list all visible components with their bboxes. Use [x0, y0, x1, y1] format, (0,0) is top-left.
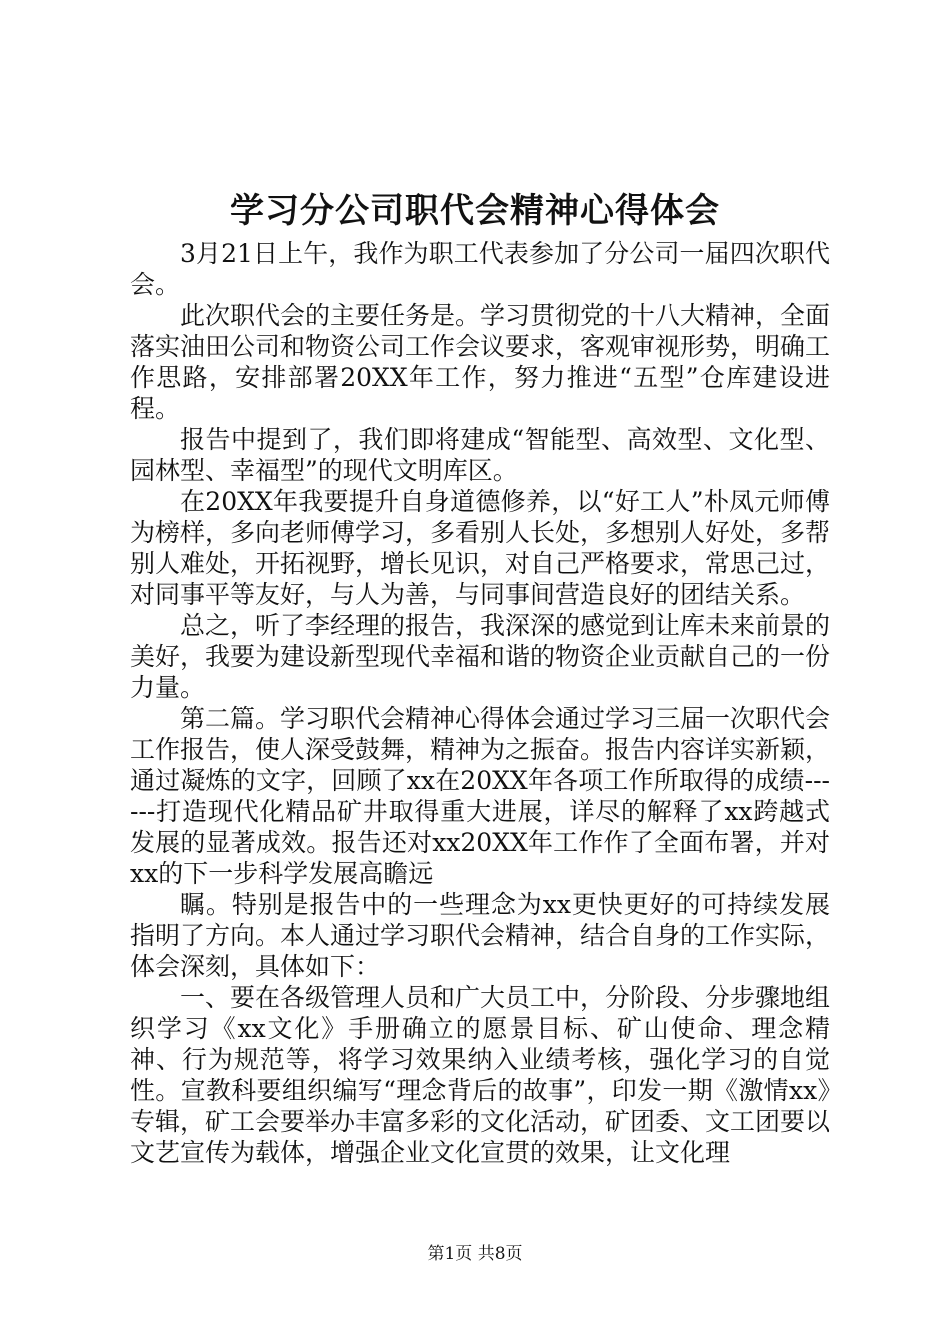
- page-number-footer: 第1页 共8页: [427, 1244, 523, 1264]
- paragraph: 3月21日上午，我作为职工代表参加了分公司一届四次职代会。: [130, 239, 830, 299]
- paragraph: 总之，听了李经理的报告，我深深的感觉到让库未来前景的美好，我要为建设新型现代幸福和谐的物资企业贡献自己的一份力量。: [130, 611, 831, 702]
- paragraph: 瞩。特别是报告中的一些理念为xx更快更好的可持续发展指明了方向。本人通过学习职代会精神，结合自身的工作实际，体会深刻，具体如下：: [130, 890, 831, 981]
- document-body: [130, 238, 830, 1168]
- document-title: 学习分公司职代会精神心得体会: [230, 191, 720, 231]
- paragraph: 此次职代会的主要任务是。学习贯彻党的十八大精神，全面落实油田公司和物资公司工作会议要求，客观审视形势，明确工作思路，安排部署20XX年工作，努力推进“五型”仓库建设进程。: [130, 301, 831, 423]
- paragraph: 报告中提到了，我们即将建成“智能型、高效型、文化型、园林型、幸福型”的现代文明库区。: [130, 425, 830, 485]
- paragraph: 第二篇。学习职代会精神心得体会通过学习三届一次职代会工作报告，使人深受鼓舞，精神为之振奋。报告内容详实新颖，通过凝炼的文字，回顾了xx在20XX年各项工作所取得的成绩------打造现代化精品矿井取得重大进展，详尽的解释了xx跨越式发展的显著成效。报告还对xx20XX年工作作了全面布署，并对xx的下一步科学发展高瞻远: [130, 704, 831, 888]
- paragraph: 在20XX年我要提升自身道德修养，以“好工人”朴凤元师傅为榜样，多向老师傅学习，多看别人长处，多想别人好处，多帮别人难处，开拓视野，增长见识，对自己严格要求，常思己过，对同事平等友好，与人为善，与同事间营造良好的团结关系。: [130, 487, 831, 609]
- paragraph: 一、要在各级管理人员和广大员工中，分阶段、分步骤地组织学习《xx文化》手册确立的愿景目标、矿山使命、理念精神、行为规范等，将学习效果纳入业绩考核，强化学习的自觉性。宣教科要组织编写“理念背后的故事”，印发一期《激情xx》专辑，矿工会要举办丰富多彩的文化活动，矿团委、文工团要以文艺宣传为载体，增强企业文化宣贯的效果，让文化理: [130, 983, 831, 1167]
